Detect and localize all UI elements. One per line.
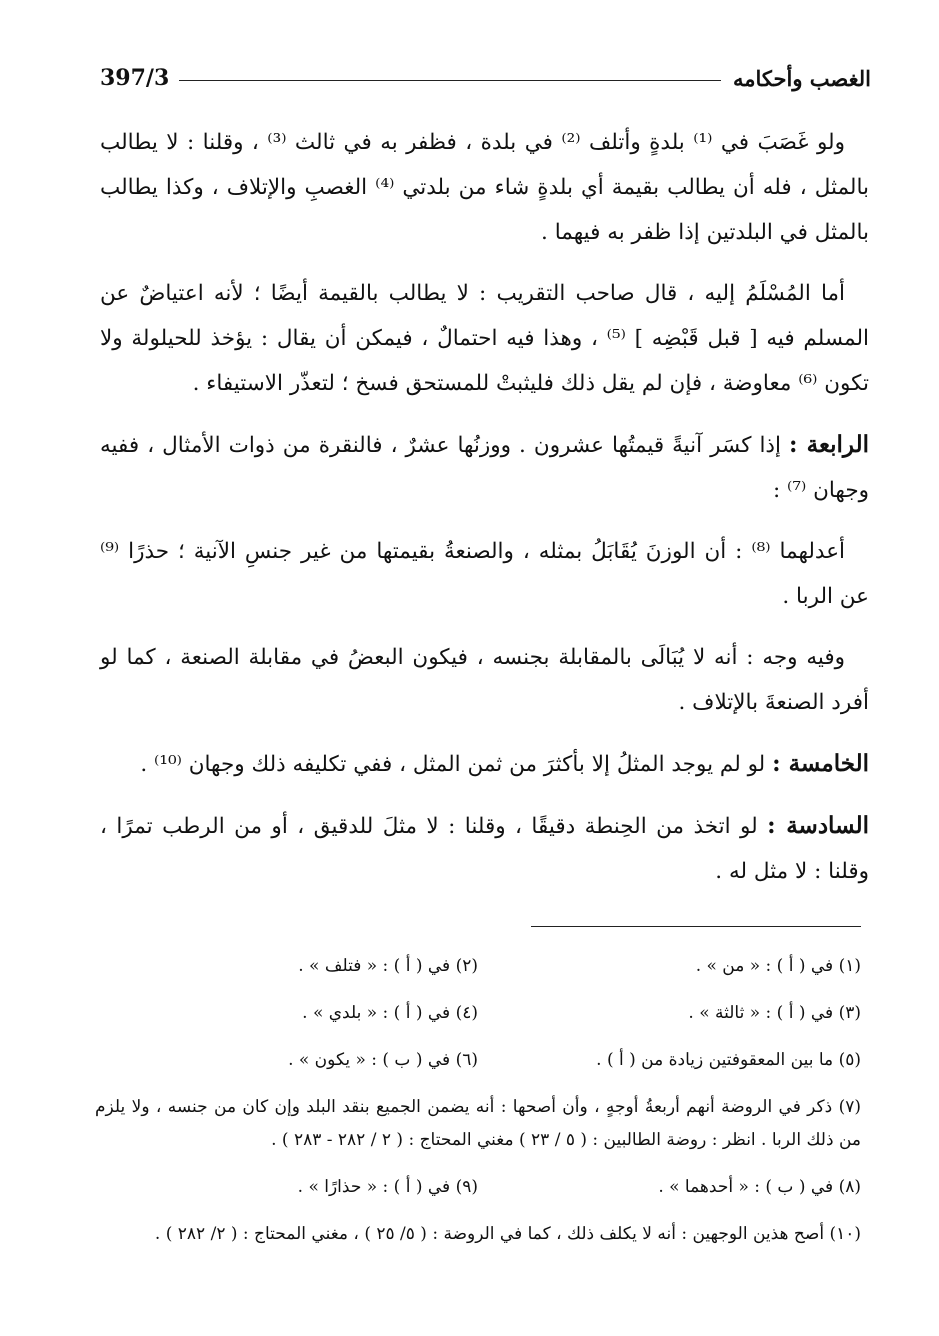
footnote-10: (١٠) أصح هذين الوجهين : أنه لا يكلف ذلك ، كما في الروضة : ( ٥/ ٢٥ ) ، مغني المحتاج : ( ٢/ ٢٨٢ ) . bbox=[154, 1224, 861, 1244]
paragraph-5: وفيه وجه : أنه لا يُبَالَى بالمقابلة بجنسه ، فيكون البعضُ في مقابلة الصنعة ، كما لو أفرد الصنعةَ بالإتلاف . bbox=[100, 645, 869, 715]
paragraph-2: أما المُسْلَمُ إليه ، قال صاحب التقريب : لا يطالب بالقيمة أيضًا ؛ لأنه اعتياضٌ عن المسلم فيه [ قبل قَبْضِه ] ⁽⁵⁾ ، وهذا فيه احتمالٌ ، فيمكن أن يقال : يؤخذ للحيلولة ولا تكون ⁽⁶⁾ معاوضة ، فإن لم يقل ذلك فليثبتْ للمستحق فسخ ؛ لتعذّر الاستيفاء . bbox=[100, 281, 869, 396]
footnote-8: (٨) في ( ب ) : « أحدهما » . bbox=[658, 1177, 861, 1197]
paragraph-3-text: إذا كسَر آنيةً قيمتُها عشرون . ووزنُها عشرٌ ، فالنقرة من ذوات الأمثال ، ففيه وجهان ⁽⁷⁾ : bbox=[100, 433, 869, 503]
section-lead-fifth: الخامسة : bbox=[772, 750, 869, 777]
paragraph-6 bbox=[100, 741, 869, 787]
footnote-2: (٢) في ( أ ) : « فتلف » . bbox=[298, 956, 478, 976]
footnote-row bbox=[95, 997, 861, 1030]
section-lead-fourth: الرابعة : bbox=[789, 431, 869, 458]
paragraph-6-text: لو لم يوجد المثلُ إلا بأكثرَ من ثمن المثل ، ففي تكليفه ذلك وجهان ⁽¹⁰⁾ . bbox=[140, 752, 773, 777]
footnote-4: (٤) في ( أ ) : « بلدي » . bbox=[302, 1003, 478, 1023]
main-text bbox=[100, 120, 869, 910]
header-rule bbox=[179, 80, 721, 81]
footnote-row bbox=[95, 950, 861, 983]
paragraph-7 bbox=[100, 803, 869, 894]
footnote-3: (٣) في ( أ ) : « ثالثة » . bbox=[688, 1003, 861, 1023]
footnote-6: (٦) في ( ب ) : « يكون » . bbox=[288, 1050, 478, 1070]
footnote-separator bbox=[531, 926, 861, 927]
running-title: الغصب وأحكامه bbox=[733, 65, 871, 91]
paragraph-4: أعدلهما ⁽⁸⁾ : أن الوزنَ يُقَابَلُ بمثله ، والصنعةُ بقيمتها من غير جنسِ الآنية ؛ حذرًا ⁽⁹⁾ عن الربا . bbox=[100, 539, 869, 609]
paragraph-7-text: لو اتخذ من الحِنطة دقيقًا ، وقلنا : لا مثلَ للدقيق ، أو من الرطب تمرًا ، وقلنا : لا مثل له . bbox=[100, 814, 869, 884]
footnote-9: (٩) في ( أ ) : « حذارًا » . bbox=[297, 1177, 478, 1197]
paragraph-1: ولو غَصَبَ في ⁽¹⁾ بلدةٍ وأتلف ⁽²⁾ في بلدة ، فظفر به في ثالث ⁽³⁾ ، وقلنا : لا يطالب بالمثل ، فله أن يطالب بقيمة أي بلدةٍ شاء من بلدتي ⁽⁴⁾ الغصبِ والإتلاف ، وكذا يطالب بالمثل في البلدتين إذا ظفر به فيهما . bbox=[100, 130, 869, 245]
footnote-1: (١) في ( أ ) : « من » . bbox=[695, 956, 861, 976]
page-number: 397/3 bbox=[100, 65, 170, 91]
paragraph-3 bbox=[100, 422, 869, 513]
section-lead-sixth: السادسة : bbox=[767, 812, 869, 839]
footnote-5: (٥) ما بين المعقوفتين زيادة من ( أ ) . bbox=[596, 1050, 861, 1070]
page-header bbox=[100, 58, 871, 98]
footnote-row bbox=[95, 1044, 861, 1077]
footnote-row bbox=[95, 1171, 861, 1204]
footnote-7: (٧) ذكر في الروضة أنهم أربعةُ أوجهٍ ، وأن أصحها : أنه يضمن الجميع بنقد البلد وإن كان من جنسه ، ولا يلزم من ذلك الربا . انظر : روضة الطالبين : ( ٥ / ٢٣ ) مغني المحتاج : ( ٢ / ٢٨٢ - ٢٨٣ ) . bbox=[95, 1097, 861, 1150]
footnotes bbox=[95, 950, 861, 1265]
